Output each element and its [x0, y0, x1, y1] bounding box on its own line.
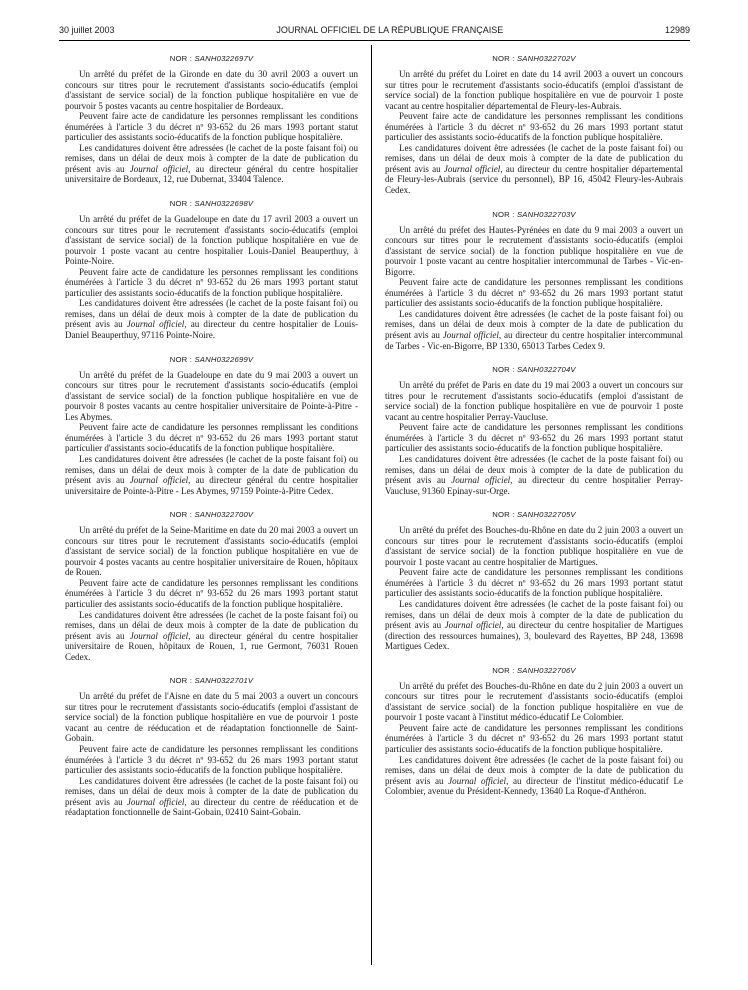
applications-text: Les candidatures doivent être adressées (le cachet de la poste faisant foi) ou remises, dans un délai de deux mois à compter de la date de publication du présent avis au: [65, 609, 358, 641]
nor-code: SANH0322705V: [516, 510, 576, 520]
notice-paragraph-opening: Un arrêté du préfet de la Guadeloupe en date du 9 mai 2003 a ouvert un concours sur titres pour le recrutement d'assistants socio-éducatifs (emploi d'assistant de service social) de la fonction publique hospitalière en vue de pourvoir 8 postes vacants au centre hospitalier universitaire de Pointe-à-Pitre - Les Abymes.: [65, 369, 358, 422]
notice: [65, 197, 358, 341]
nor-code: SANH0322697V: [194, 54, 254, 63]
nor-code: SANH0322706V: [516, 665, 576, 675]
notice-paragraph-applications: [65, 298, 358, 340]
left-column: [65, 52, 358, 830]
notice-paragraph-applications: [385, 309, 683, 351]
notice: [385, 208, 683, 352]
journal-officiel-ref: Journal officiel: [451, 475, 511, 486]
journal-officiel-ref: Journal officiel: [129, 475, 189, 486]
notice-paragraph-applications: [65, 776, 358, 818]
notice-paragraph-conditions: Peuvent faire acte de candidature les personnes remplissant les conditions énumérées à l'article 3 du décret nº 93-652 du 26 mars 1993 portant statut particulier des assistants socio-éducatifs de la fonction publique hospitalière.: [385, 422, 683, 454]
nor-prefix: NOR :: [169, 354, 193, 364]
notice: [65, 674, 358, 818]
header-title: JOURNAL OFFICIEL DE LA RÉPUBLIQUE FRANÇAISE: [276, 25, 504, 35]
notice-paragraph-opening: Un arrêté du préfet de la Gironde en date du 30 avril 2003 a ouvert un concours sur titres pour le recrutement d'assistants socio-éducatifs (emploi d'assistant de service social) de la fonction publique hospitalière en vue de pourvoir 5 postes vacants au centre hospitalier de Bordeaux.: [65, 69, 358, 111]
notice-paragraph-conditions: Peuvent faire acte de candidature les personnes remplissant les conditions énumérées à l'article 3 du décret nº 93-652 du 26 mars 1993 portant statut particulier des assistants socio-éducatifs de la fonction publique hospitalière.: [385, 111, 683, 143]
header-rule: [59, 40, 690, 41]
notice-paragraph-conditions: Peuvent faire acte de candidature les personnes remplissant les conditions énumérées à l'article 3 du décret nº 93-652 du 26 mars 1993 portant statut particulier des assistants socio-éducatifs de la fonction publique hospitalière.: [65, 743, 358, 776]
applications-address: , au directeur du centre hospitalier de Martigues (direction des ressources humaines), 3, boulevard des Rayettes, BP 248, 13698 Martigues Cedex.: [385, 620, 683, 652]
applications-address: , au directeur du centre hospitalier Perray-Vaucluse, 91360 Epinay-sur-Orge.: [385, 475, 683, 496]
notice-paragraph-opening: Un arrêté du préfet des Bouches-du-Rhône en date du 2 juin 2003 a ouvert un concours sur titres pour le recrutement d'assistants socio-éducatifs (emploi d'assistant de service social) de la fonction publique hospitalière en vue de pourvoir 1 poste vacant à l'institut médico-éducatif Le Colombier.: [385, 680, 683, 723]
notice-paragraph-conditions: Peuvent faire acte de candidature les personnes remplissant les conditions énumérées à l'article 3 du décret nº 93-652 du 26 mars 1993 portant statut particulier des assistants socio-éducatifs de la fonction publique hospitalière.: [385, 567, 683, 599]
journal-officiel-ref: Journal officiel: [129, 630, 189, 641]
nor-reference: [385, 664, 683, 677]
notice-paragraph-applications: [65, 454, 358, 496]
notice: [385, 363, 683, 496]
nor-code: SANH0322701V: [194, 676, 254, 686]
notice-paragraph-opening: Un arrêté du préfet des Bouches-du-Rhône en date du 2 juin 2003 a ouvert un concours sur titres pour le recrutement d'assistants socio-éducatifs (emploi d'assistant de service social) de la fonction publique hospitalière en vue de pourvoir 1 poste vacant au centre hospitalier de Martigues.: [385, 525, 683, 567]
journal-officiel-ref: Journal officiel: [126, 796, 185, 807]
nor-code: SANH0322700V: [194, 510, 254, 520]
applications-text: Les candidatures doivent être adressées (le cachet de la poste faisant foi) ou remises, dans un délai de deux mois à compter de la date de publication du présent avis au: [65, 298, 358, 330]
header-date: 30 juillet 2003: [59, 25, 115, 35]
applications-text: Les candidatures doivent être adressées (le cachet de la poste faisant foi) ou remises, dans un délai de deux mois à compter de la date de publication du présent avis au: [65, 775, 358, 807]
notice-paragraph-opening: Un arrêté du préfet de l'Aisne en date du 5 mai 2003 a ouvert un concours sur titres pour le recrutement d'assistants socio-éducatifs (emploi d'assistant de service social) de la fonction publique hospitalière en vue de pourvoir 1 poste vacant au centre de rééducation et de réadaptation fonctionnelle de Saint-Gobain.: [65, 691, 358, 744]
notice-paragraph-conditions: Peuvent faire acte de candidature les personnes remplissant les conditions énumérées à l'article 3 du décret nº 93-652 du 26 mars 1993 portant statut particulier des assistants socio-éducatifs de la fonction publique hospitalière.: [65, 111, 358, 143]
nor-reference: [385, 508, 683, 521]
notice-paragraph-opening: Un arrêté du préfet des Hautes-Pyrénées en date du 9 mai 2003 a ouvert un concours sur titres pour le recrutement d'assistants socio-éducatifs (emploi d'assistant de service social) de la fonction publique hospitalière en vue de pourvoir 1 poste vacant au centre hospitalier intercommunal de Tarbes - Vic-en-Bigorre.: [385, 224, 683, 277]
journal-officiel-ref: Journal officiel: [442, 330, 499, 341]
nor-code: SANH0322699V: [194, 354, 254, 364]
nor-reference: [65, 508, 358, 521]
applications-text: Les candidatures doivent être adressées (le cachet de la poste faisant foi) ou remises, dans un délai de deux mois à compter de la date de publication du présent avis au: [385, 308, 683, 341]
applications-address: , au directeur général du centre hospitalier universitaire de Pointe-à-Pitre - Les Abymes, 97159 Pointe-à-Pitre Cedex.: [65, 475, 359, 496]
notice-paragraph-applications: [385, 143, 683, 196]
nor-prefix: NOR :: [169, 54, 193, 63]
notice-paragraph-opening: Un arrêté du préfet de Paris en date du 19 mai 2003 a ouvert un concours sur titres pour le recrutement d'assistants socio-éducatifs (emploi d'assistant de service social) de la fonction publique hospitalière en vue de pourvoir 1 poste vacant au centre hospitalier Perray-Vaucluse.: [385, 380, 683, 422]
notice-paragraph-opening: Un arrêté du préfet de la Guadeloupe en date du 17 avril 2003 a ouvert un concours sur titres pour le recrutement d'assistants socio-éducatifs (emploi d'assistant de service social) de la fonction publique hospitalière en vue de pourvoir 1 poste vacant au centre hospitalier Louis-Daniel Beauperthuy, à Pointe-Noire.: [65, 214, 358, 267]
nor-prefix: NOR :: [492, 510, 515, 520]
journal-officiel-ref: Journal officiel: [443, 163, 501, 174]
notice-paragraph-applications: [385, 755, 683, 797]
applications-text: Les candidatures doivent être adressées (le cachet de la poste faisant foi) ou remises, dans un délai de deux mois à compter de la date de publication du présent avis au: [385, 453, 683, 486]
notice-paragraph-applications: [385, 599, 683, 652]
column-divider: [371, 45, 372, 965]
applications-text: Les candidatures doivent être adressées (le cachet de la poste faisant foi) ou remises, dans un délai de deux mois à compter de la date de publication du présent avis au: [385, 754, 683, 786]
notice: [385, 52, 683, 196]
right-column: [385, 52, 683, 809]
notice: [385, 664, 683, 797]
notice-paragraph-conditions: Peuvent faire acte de candidature les personnes remplissant les conditions énumérées à l'article 3 du décret nº 93-652 du 26 mars 1993 portant statut particulier d'assistants socio-éducatifs de la fonction publique hospitalière.: [65, 422, 358, 454]
nor-prefix: NOR :: [492, 54, 515, 63]
nor-prefix: NOR :: [492, 665, 515, 675]
nor-reference: [65, 52, 358, 65]
notice-paragraph-conditions: Peuvent faire acte de candidature les personnes remplissant les conditions énumérées à l'article 3 du décret nº 93-652 du 26 mars 1993 portant statut particulier des assistants socio-éducatifs de la fonction publique hospitalière.: [385, 722, 683, 754]
applications-address: , au directeur du centre hospitalier intercommunal de Tarbes - Vic-en-Bigorre, BP 1330, 65013 Tarbes Cedex 9.: [385, 330, 683, 351]
nor-prefix: NOR :: [169, 199, 193, 209]
notice-paragraph-opening: Un arrêté du préfet du Loiret en date du 14 avril 2003 a ouvert un concours sur titres pour le recrutement d'assistants socio-éducatifs (emploi d'assistant de service social) de la fonction publique hospitalière en vue de pourvoir 1 poste vacant au centre hospitalier départemental de Fleury-les-Aubrais.: [385, 69, 683, 111]
notice-paragraph-opening: Un arrêté du préfet de la Seine-Maritime en date du 20 mai 2003 a ouvert un concours sur titres pour le recrutement d'assistants socio-éducatifs (emploi d'assistant de service social) de la fonction publique hospitalière en vue de pourvoir 4 postes vacants au centre hospitalier universitaire de Rouen, hôpitaux de Rouen.: [65, 525, 358, 578]
applications-address: , au directeur de l'institut médico-éducatif Le Colombier, avenue du Président-Kennedy, 13640 La Roque-d'Anthéron.: [385, 775, 683, 797]
nor-reference: [385, 208, 683, 221]
nor-prefix: NOR :: [492, 209, 515, 219]
nor-code: SANH0322702V: [516, 54, 576, 63]
journal-officiel-ref: Journal officiel: [126, 319, 185, 330]
journal-officiel-ref: Journal officiel: [448, 775, 507, 786]
applications-text: Les candidatures doivent être adressées (le cachet de la poste faisant foi) ou remises, dans un délai de deux mois à compter de la date de publication du présent avis au: [385, 142, 683, 174]
notice-paragraph-applications: [65, 143, 358, 185]
notice: [65, 508, 358, 662]
nor-code: SANH0322698V: [194, 199, 254, 209]
journal-officiel-ref: Journal officiel: [129, 163, 189, 174]
nor-reference: [65, 197, 358, 210]
applications-address: , au directeur général du centre hospitalier universitaire de Rouen, hôpitaux de Rouen, 1, rue Germont, 76031 Rouen Cedex.: [65, 630, 359, 662]
nor-reference: [65, 353, 358, 366]
notice-paragraph-conditions: Peuvent faire acte de candidature les personnes remplissant les conditions énumérées à l'article 3 du décret nº 93-652 du 26 mars 1993 portant statut particulier des assistants socio-éducatifs de la fonction publique hospitalière.: [65, 266, 358, 298]
header-page-number: 12989: [664, 25, 690, 35]
nor-prefix: NOR :: [492, 365, 515, 375]
nor-reference: [385, 52, 683, 65]
applications-address: , au directeur du centre hospitalier départemental de Fleury-les-Aubrais (service du personnel), BP 16, 45042 Fleury-les-Aubrais Cedex.: [385, 163, 683, 196]
journal-officiel-ref: Journal officiel: [444, 620, 502, 631]
nor-reference: [385, 363, 683, 376]
notice-paragraph-conditions: Peuvent faire acte de candidature les personnes remplissant les conditions énumérées à l'article 3 du décret nº 93-652 du 26 mars 1993 portant statut particulier des assistants socio-éducatifs de la fonction publique hospitalière.: [65, 577, 358, 609]
applications-text: Les candidatures doivent être adressées (le cachet de la poste faisant foi) ou remises, dans un délai de deux mois à compter de la date de publication du présent avis au: [65, 453, 358, 486]
nor-prefix: NOR :: [169, 676, 193, 686]
nor-prefix: NOR :: [169, 510, 193, 520]
page-header: [59, 22, 690, 38]
applications-address: , au directeur général du centre hospitalier universitaire de Bordeaux, 12, rue Dubernat, 33404 Talence.: [65, 163, 359, 185]
nor-reference: [65, 674, 358, 687]
applications-text: Les candidatures doivent être adressées (le cachet de la poste faisant foi) ou remises, dans un délai de deux mois à compter de la date de publication du présent avis au: [65, 142, 358, 174]
nor-code: SANH0322703V: [516, 209, 576, 219]
applications-text: Les candidatures doivent être adressées (le cachet de la poste faisant foi) ou remises, dans un délai de deux mois à compter de la date de publication du présent avis au: [385, 598, 683, 631]
notice: [65, 52, 358, 185]
notice-paragraph-applications: [385, 454, 683, 496]
nor-code: SANH0322704V: [516, 365, 576, 375]
notice-paragraph-conditions: Peuvent faire acte de candidature les personnes remplissant les conditions énumérées à l'article 3 du décret nº 93-652 du 26 mars 1993 portant statut particulier des assistants socio-éducatifs de la fonction publique hospitalière.: [385, 277, 683, 309]
notice: [65, 353, 358, 497]
notice: [385, 508, 683, 652]
notice-paragraph-applications: [65, 610, 358, 663]
applications-address: , au directeur du centre hospitalier de Louis-Daniel Beauperthuy, 97116 Pointe-Noire.: [65, 319, 358, 341]
applications-address: , au directeur du centre de rééducation et de réadaptation fonctionnelle de Saint-Gobain, 02410 Saint-Gobain.: [65, 796, 358, 818]
